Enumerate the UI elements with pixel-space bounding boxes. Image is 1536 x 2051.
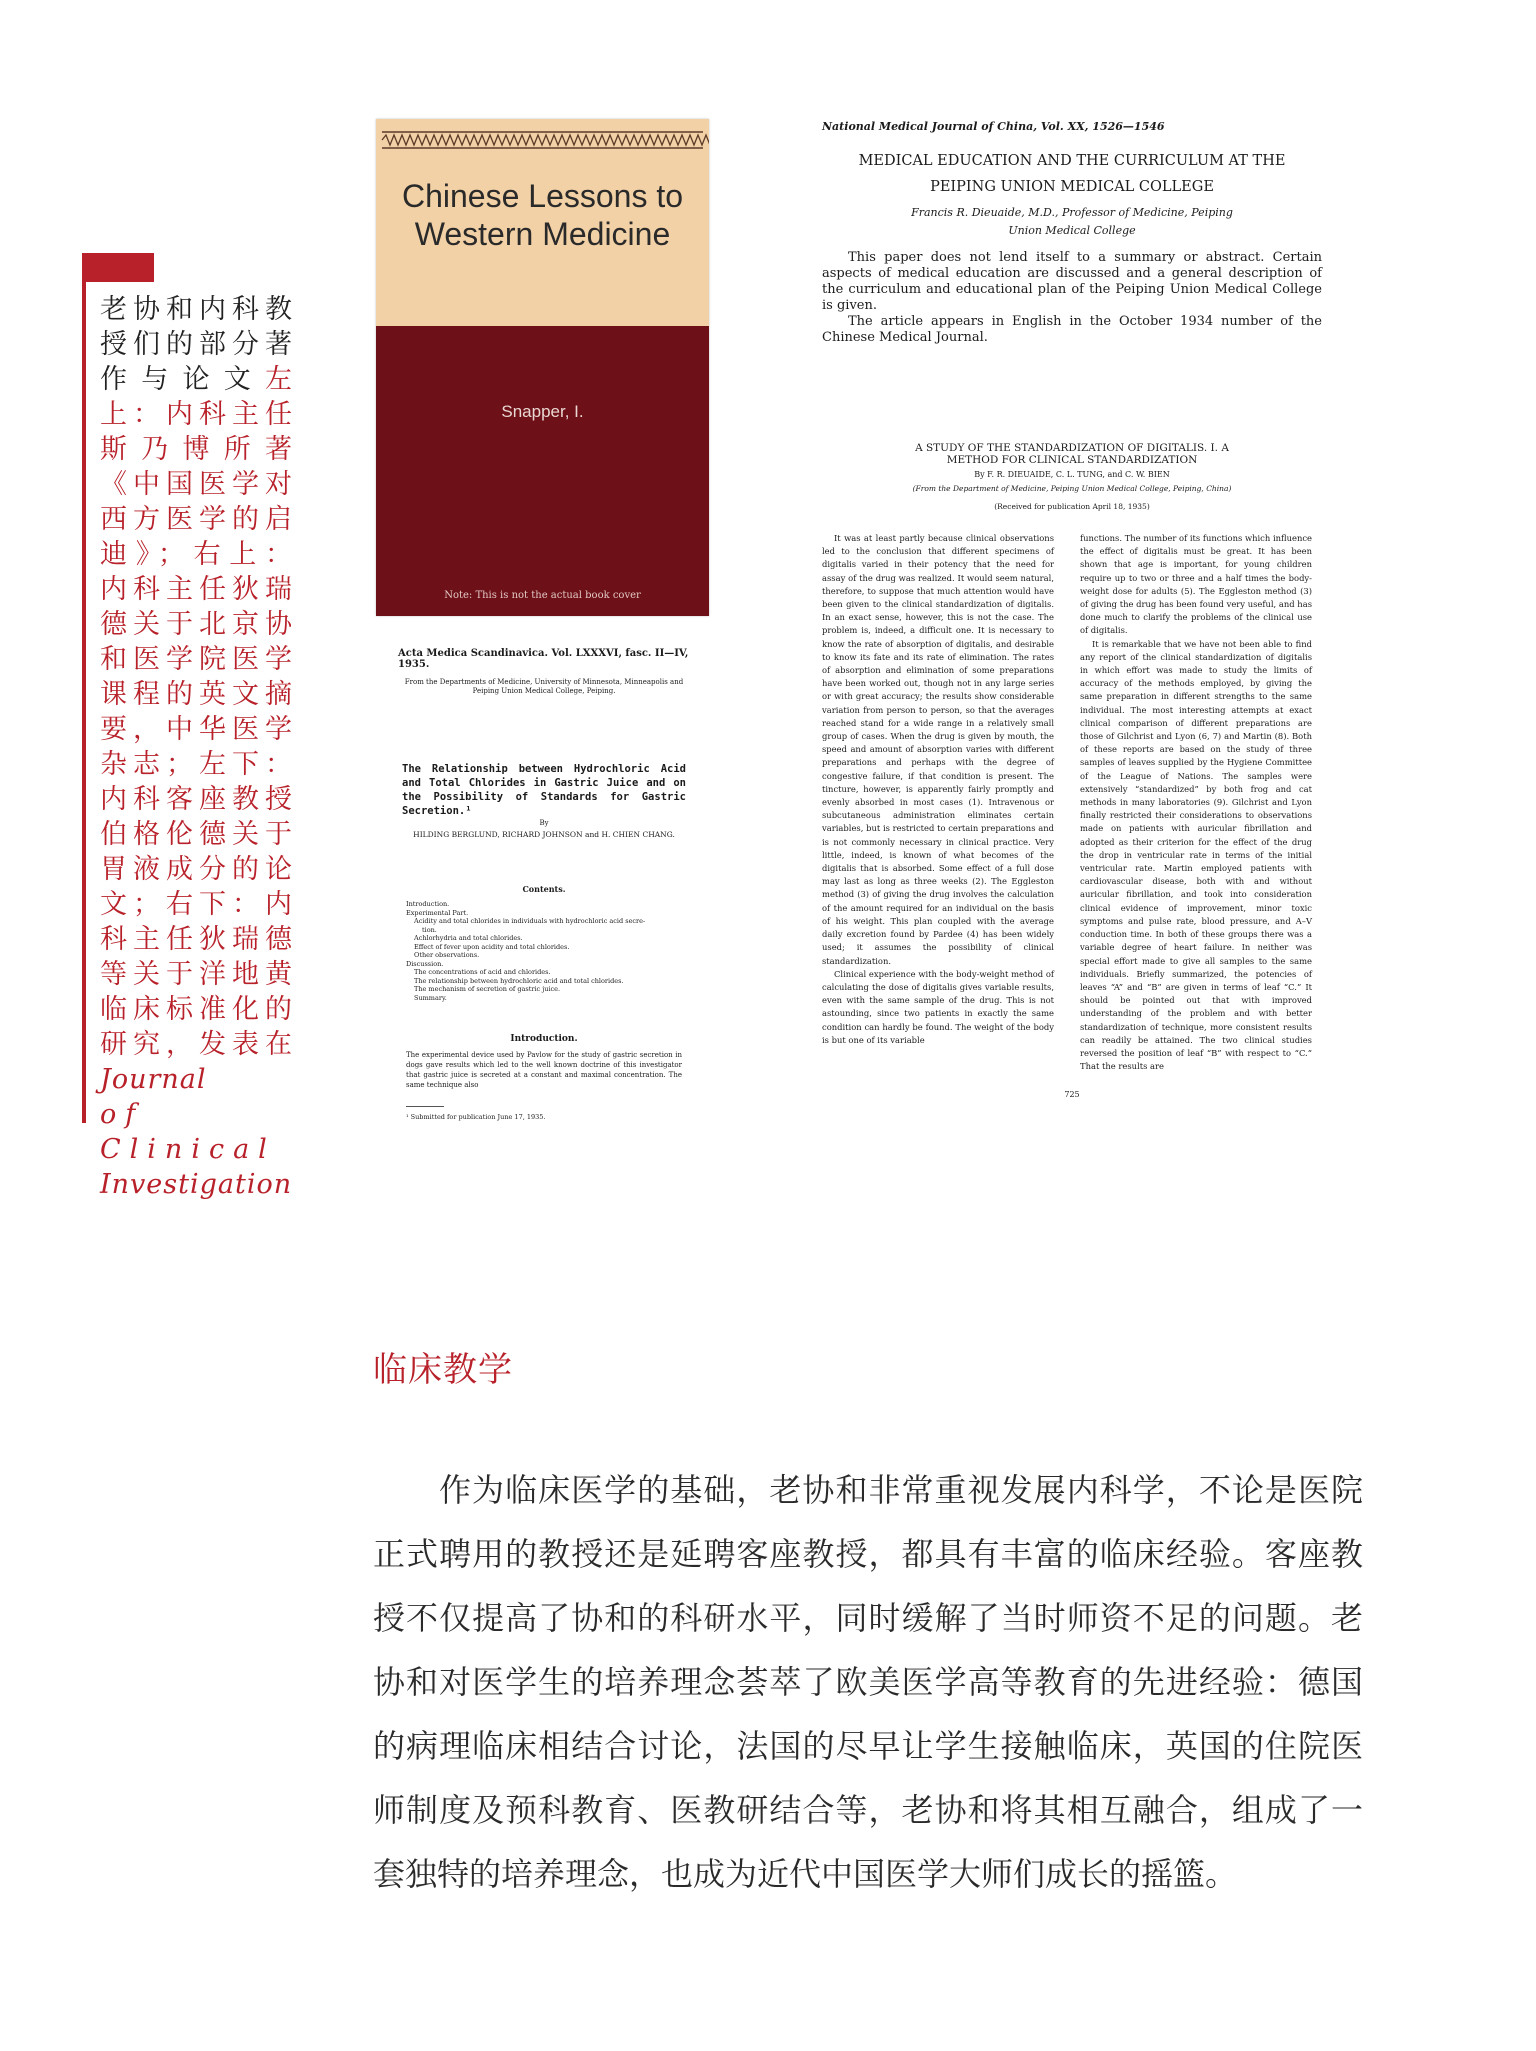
paper1-affiliation: From the Departments of Medicine, University of Minnesota, Minneapolis and Peiping Union Medical College, Peiping. xyxy=(404,678,684,695)
contents-item: Summary. xyxy=(414,993,447,1002)
paper1-contents-heading: Contents. xyxy=(522,884,566,894)
paper1-intro-text: The experimental device used by Pavlow for the study of gastric secretion in dogs gave results which led to the well known doctrine of this investigator that gastric juice is secreted at a constant and maximal concentration. The same technique also xyxy=(406,1051,682,1089)
contents-item: Achlorhydria and total chlorides. xyxy=(414,934,523,942)
paper3-col1-p2: Clinical experience with the body-weight method of calculating the dose of digitalis gives variable results, even with the same sample of the drug. This is not astounding, since two patients in exactly the same condition can hardly be found. The weight of the body is but one of its variable xyxy=(822,968,1054,1045)
footnote-rule xyxy=(406,1106,444,1107)
paper2-author-line1: Francis R. Dieuaide, M.D., Professor of Medicine, Peiping xyxy=(911,206,1233,219)
paper1-intro-heading: Introduction. xyxy=(510,1034,578,1044)
paper3-affiliation: (From the Department of Medicine, Peiping Union Medical College, Peiping, China) xyxy=(912,484,1232,493)
caption-journal-1: Journal xyxy=(100,1064,207,1095)
caption-accent-line xyxy=(82,253,86,1123)
paper2-journal: National Medical Journal of China, Vol. XX, 1526—1546 xyxy=(822,120,1165,133)
paper3-received: (Received for publication April 18, 1935) xyxy=(994,502,1150,511)
caption-accent-bar xyxy=(82,253,154,282)
book-cover-image xyxy=(376,119,709,616)
paper3-authors: By F. R. DIEUAIDE, C. L. TUNG, and C. W. BIEN xyxy=(974,470,1170,479)
contents-item: Experimental Part. xyxy=(406,908,469,917)
paper2-title-line2: PEIPING UNION MEDICAL COLLEGE xyxy=(930,179,1214,195)
book-author: Snapper, I. xyxy=(501,402,584,421)
paper2-abstract xyxy=(822,250,1322,346)
book-cover-note: Note: This is not the actual book cover xyxy=(444,590,641,601)
book-title: Chinese Lessons to Western Medicine xyxy=(401,178,684,252)
contents-item: Other observations. xyxy=(414,951,480,959)
paper1-journal: Acta Medica Scandinavica. Vol. LXXXVI, fasc. II—IV, 1935. xyxy=(398,648,689,670)
caption-journal-3: Investigation xyxy=(100,1169,293,1200)
paper-pages-right xyxy=(812,112,1332,1102)
paper1-authors: HILDING BERGLUND, RICHARD JOHNSON and H. CHIEN CHANG. xyxy=(413,830,675,839)
paper3-title-line1: A STUDY OF THE STANDARDIZATION OF DIGITALIS. I. A xyxy=(915,442,1229,454)
paper1-title: The Relationship between Hydrochloric Acid and Total Chlorides in Gastric Juice and on the Possibility of Standards for Gastric Secretion.¹ xyxy=(402,763,686,817)
contents-item: The concentrations of acid and chlorides. xyxy=(414,968,551,976)
contents-item: Discussion. xyxy=(406,959,444,968)
contents-item: The relationship between hydrochloric acid and total chlorides. xyxy=(414,976,624,985)
paper2-author-line2: Union Medical College xyxy=(1008,224,1136,237)
paper2-author xyxy=(812,204,1332,240)
contents-item: Acidity and total chlorides in individuals with hydrochloric acid secre- xyxy=(414,917,646,925)
section-body xyxy=(373,1458,1363,1906)
paper3-col1-p1: It was at least partly because clinical observations led to the conclusion that different specimens of digitalis varied in their potency that the need for assay of the drug was realized. It would seem natural, therefore, to suppose that much attention would have been given to the clinical standardization of digitalis. In an exact sense, however, this is not the case. The problem is, indeed, a difficult one. It is necessary to know the rate of absorption of digitalis, and desirable to know its fate and its rate of elimination. The rates of absorption and elimination of some preparations have been worked out, though not in any large series or with great accuracy; the results show considerable variation from person to person, so that the averages reached stand for a wide range in a relatively small group of cases. When the drug is given by mouth, the speed and amount of absorption varies with different preparations and perhaps with the degree of congestive failure, if that condition is present. The tincture, however, is apparently fairly promptly and evenly absorbed in most cases (1). Intravenous or subcutaneous administration eliminates certain variables, but is restricted to certain preparations and is not commonly necessary in clinical practice. Very little, indeed, is known of what becomes of the digitalis that is absorbed. Some effect of a full dose may last as long as three weeks (2). The Eggleston method (3) of giving the drug involves the calculation of the amount required for an individual on the basis of his weight. This plan coupled with the average daily excretion found by Pardee (4) has been widely used; it assumes the possibility of clinical standardization. xyxy=(822,533,1054,966)
caption-description: 左上：内科主任斯乃博所著《中国医学对西方医学的启迪》；右上：内科主任狄瑞德关于北京协和医学院医学课程的英文摘要，中华医学杂志；左下：内科客座教授伯格伦德关于胃液成分的论文；右下：内科主任狄瑞德等关于洋地黄临床标准化的研究，发表在 xyxy=(100,364,298,1060)
paper2-title-line1: MEDICAL EDUCATION AND THE CURRICULUM AT THE xyxy=(858,153,1286,169)
paper2-abstract-p2: The article appears in English in the October 1934 number of the Chinese Medical Journal. xyxy=(822,314,1322,345)
caption-title: 老协和内科教授们的部分著作与论文 xyxy=(100,294,298,395)
paper2-title xyxy=(812,148,1332,200)
paper3-column-right xyxy=(1080,532,1312,1073)
paper3-col2-p2: It is remarkable that we have not been able to find any report of the clinical standardization of digitalis in which effort was made to study the limits of accuracy of the methods employed, by giving the same preparation in different strengths to the same individual. The most interesting attempts at exact clinical comparison of different preparations are those of Gilchrist and Lyon (6, 7) and Martin (8). Both of these reports are based on the study of three samples of leaves supplied by the Hygiene Committee of the League of Nations. The samples were extensively “standardized” by both frog and cat methods in many laboratories (9). Gilchrist and Lyon finally restricted their considerations to observations made on patients with auricular fibrillation and adopted as their criterion for the effect of the drug the drop in ventricular rate in terms of the initial ventricular rate. Martin employed patients with cardiovascular disease, both with and without auricular fibrillation, and took into consideration clinical evidence of improvement, minor toxic symptoms and pulse rate, blood pressure, and A–V conduction time. In both of these groups there was a variable degree of heart failure. In neither was special effort made to give all samples to the same individuals. Briefly summarized, the potencies of leaves “A” and “B” are given in terms of leaf “C.” It should be pointed out that with improved understanding of the problem and with better standardization of technique, more consistent results can readily be attained. The two clinical studies reversed the position of leaf “B” with respect to “C.” That the results are xyxy=(1080,638,1312,1072)
paper3-title xyxy=(812,442,1332,466)
paper3-title-line2: METHOD FOR CLINICAL STANDARDIZATION xyxy=(946,454,1198,466)
caption-journal-2: of Clinical xyxy=(100,1099,276,1165)
figure-caption xyxy=(100,292,298,1202)
contents-item: Effect of fever upon acidity and total chlorides. xyxy=(414,942,570,951)
section-heading: 临床教学 xyxy=(373,1350,513,1390)
paper3-column-left xyxy=(822,532,1054,1047)
body-paragraph: 作为临床医学的基础，老协和非常重视发展内科学，不论是医院正式聘用的教授还是延聘客座教授，都具有丰富的临床经验。客座教授不仅提高了协和的科研水平，同时缓解了当时师资不足的问题。老协和对医学生的培养理念荟萃了欧美医学高等教育的先进经验：德国的病理临床相结合讨论，法国的尽早让学生接触临床，英国的住院医师制度及预科教育、医教研结合等，老协和将其相互融合，组成了一套独特的培养理念，也成为近代中国医学大师们成长的摇篮。 xyxy=(373,1471,1363,1893)
book-cover-bottom xyxy=(376,326,709,616)
book-ornament-border xyxy=(376,129,709,151)
paper1-by: By xyxy=(539,819,549,827)
paper3-col2-p1: functions. The number of its functions which influence the effect of digitalis must be great. It has been shown that age is important, for young children require up to two or three and a half times the body-weight dose for adults (5). The Eggleston method (3) of giving the drug has been found very useful, and has done much to clarify the problems of the clinical use of digitalis. xyxy=(1080,533,1312,636)
contents-item: The mechanism of secretion of gastric juice. xyxy=(414,985,561,993)
contents-item: Introduction. xyxy=(406,900,450,908)
paper2-abstract-p1: This paper does not lend itself to a summary or abstract. Certain aspects of medical education are discussed and a general description of the curriculum and educational plan of the Peiping Union Medical College is given. xyxy=(822,250,1322,313)
page-number: 725 xyxy=(1064,1090,1080,1099)
contents-item: tion. xyxy=(422,925,437,934)
paper-gastric-juice xyxy=(398,640,690,1120)
paper1-contents-list xyxy=(406,900,686,1002)
paper1-footnote: ¹ Submitted for publication June 17, 1935. xyxy=(406,1113,546,1121)
